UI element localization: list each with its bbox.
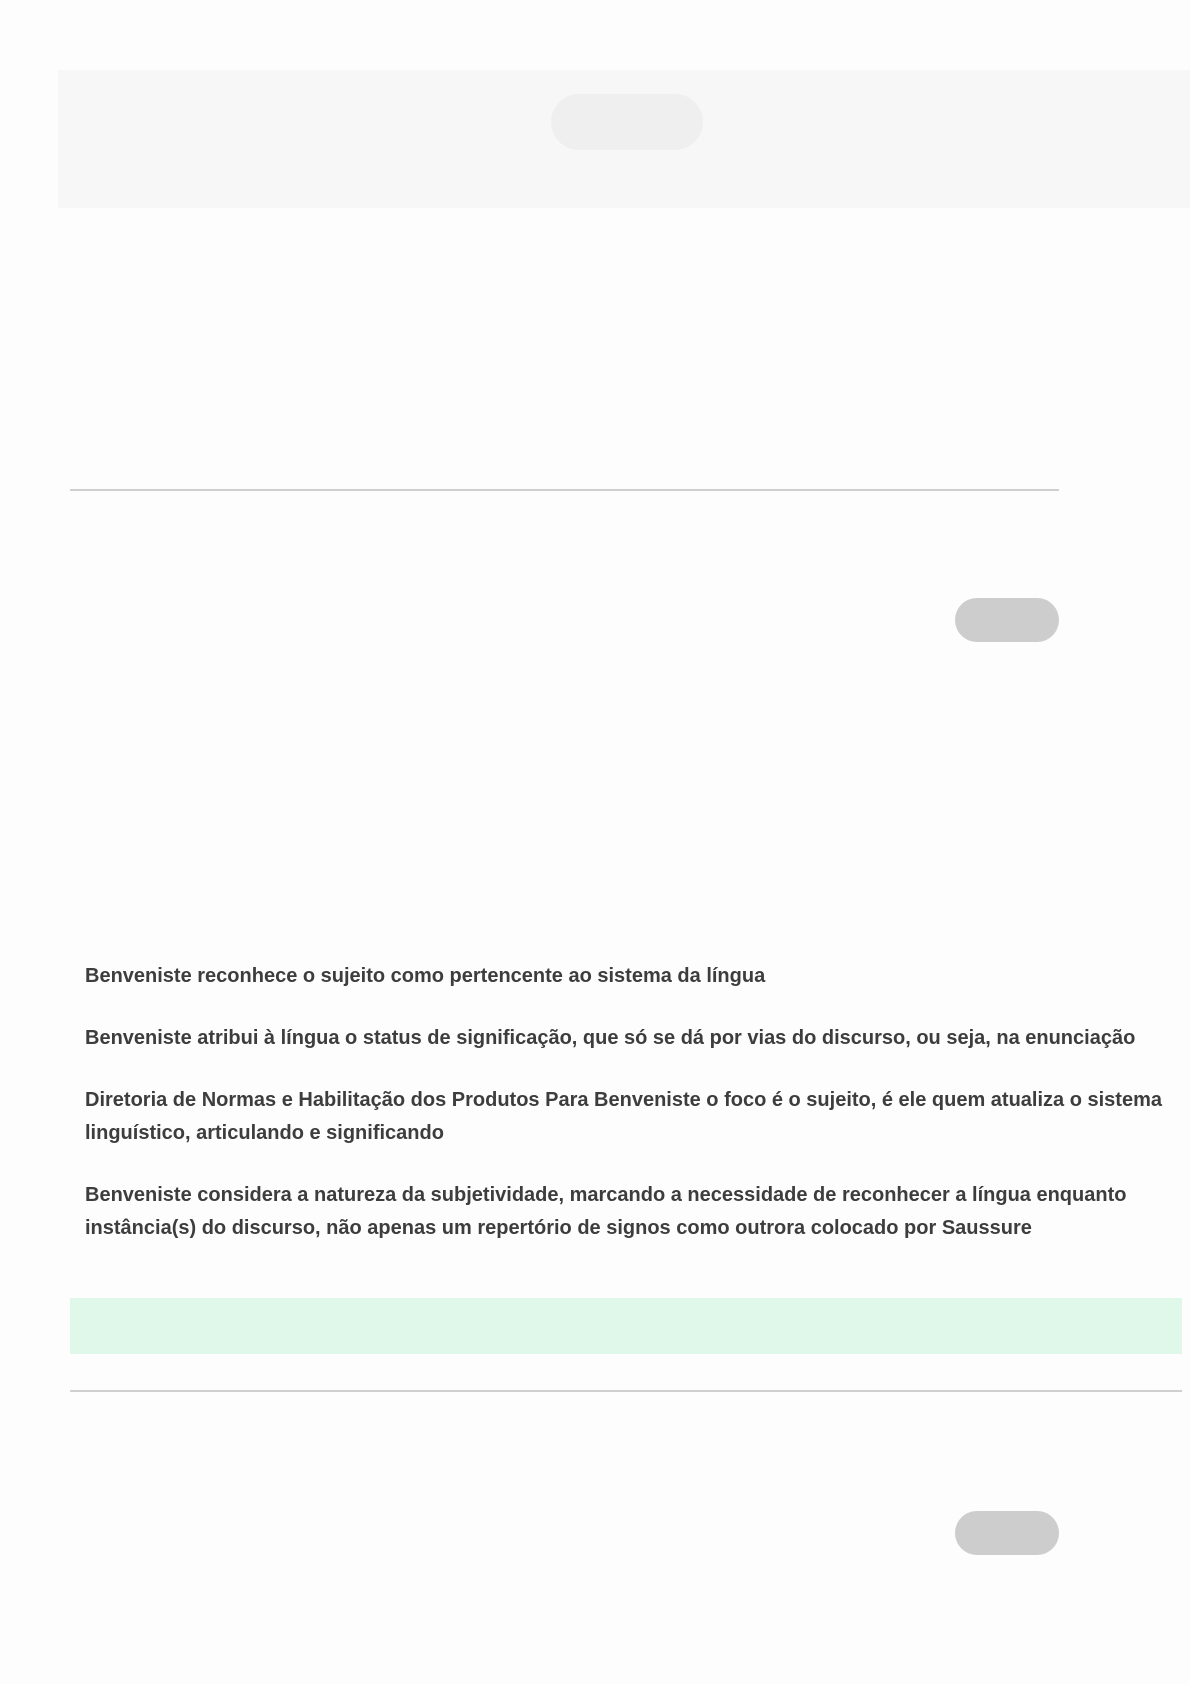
answer-options-list <box>85 960 1175 1274</box>
header-placeholder-pill <box>551 94 703 150</box>
header-band <box>58 70 1190 208</box>
answer-option-1[interactable]: Benveniste reconhece o sujeito como pertencente ao sistema da língua <box>85 965 766 987</box>
answer-option-3[interactable]: Diretoria de Normas e Habilitação dos Produtos Para Benveniste o foco é o sujeito, é ele quem atualiza o sistema linguístico, articulando e significando <box>85 1089 1162 1144</box>
status-placeholder-pill[interactable] <box>955 598 1059 642</box>
correct-answer-highlight <box>70 1298 1182 1354</box>
status-placeholder-pill-next[interactable] <box>955 1511 1059 1555</box>
section-divider-top <box>70 489 1059 491</box>
section-divider-bottom <box>70 1390 1182 1392</box>
answer-option-2[interactable]: Benveniste atribui à língua o status de significação, que só se dá por vias do discurso, ou seja, na enunciação <box>85 1027 1136 1049</box>
answer-option-4[interactable]: Benveniste considera a natureza da subjetividade, marcando a necessidade de reconhecer a língua enquanto instância(s) do discurso, não apenas um repertório de signos como outrora colocado por Saussure <box>85 1184 1127 1239</box>
